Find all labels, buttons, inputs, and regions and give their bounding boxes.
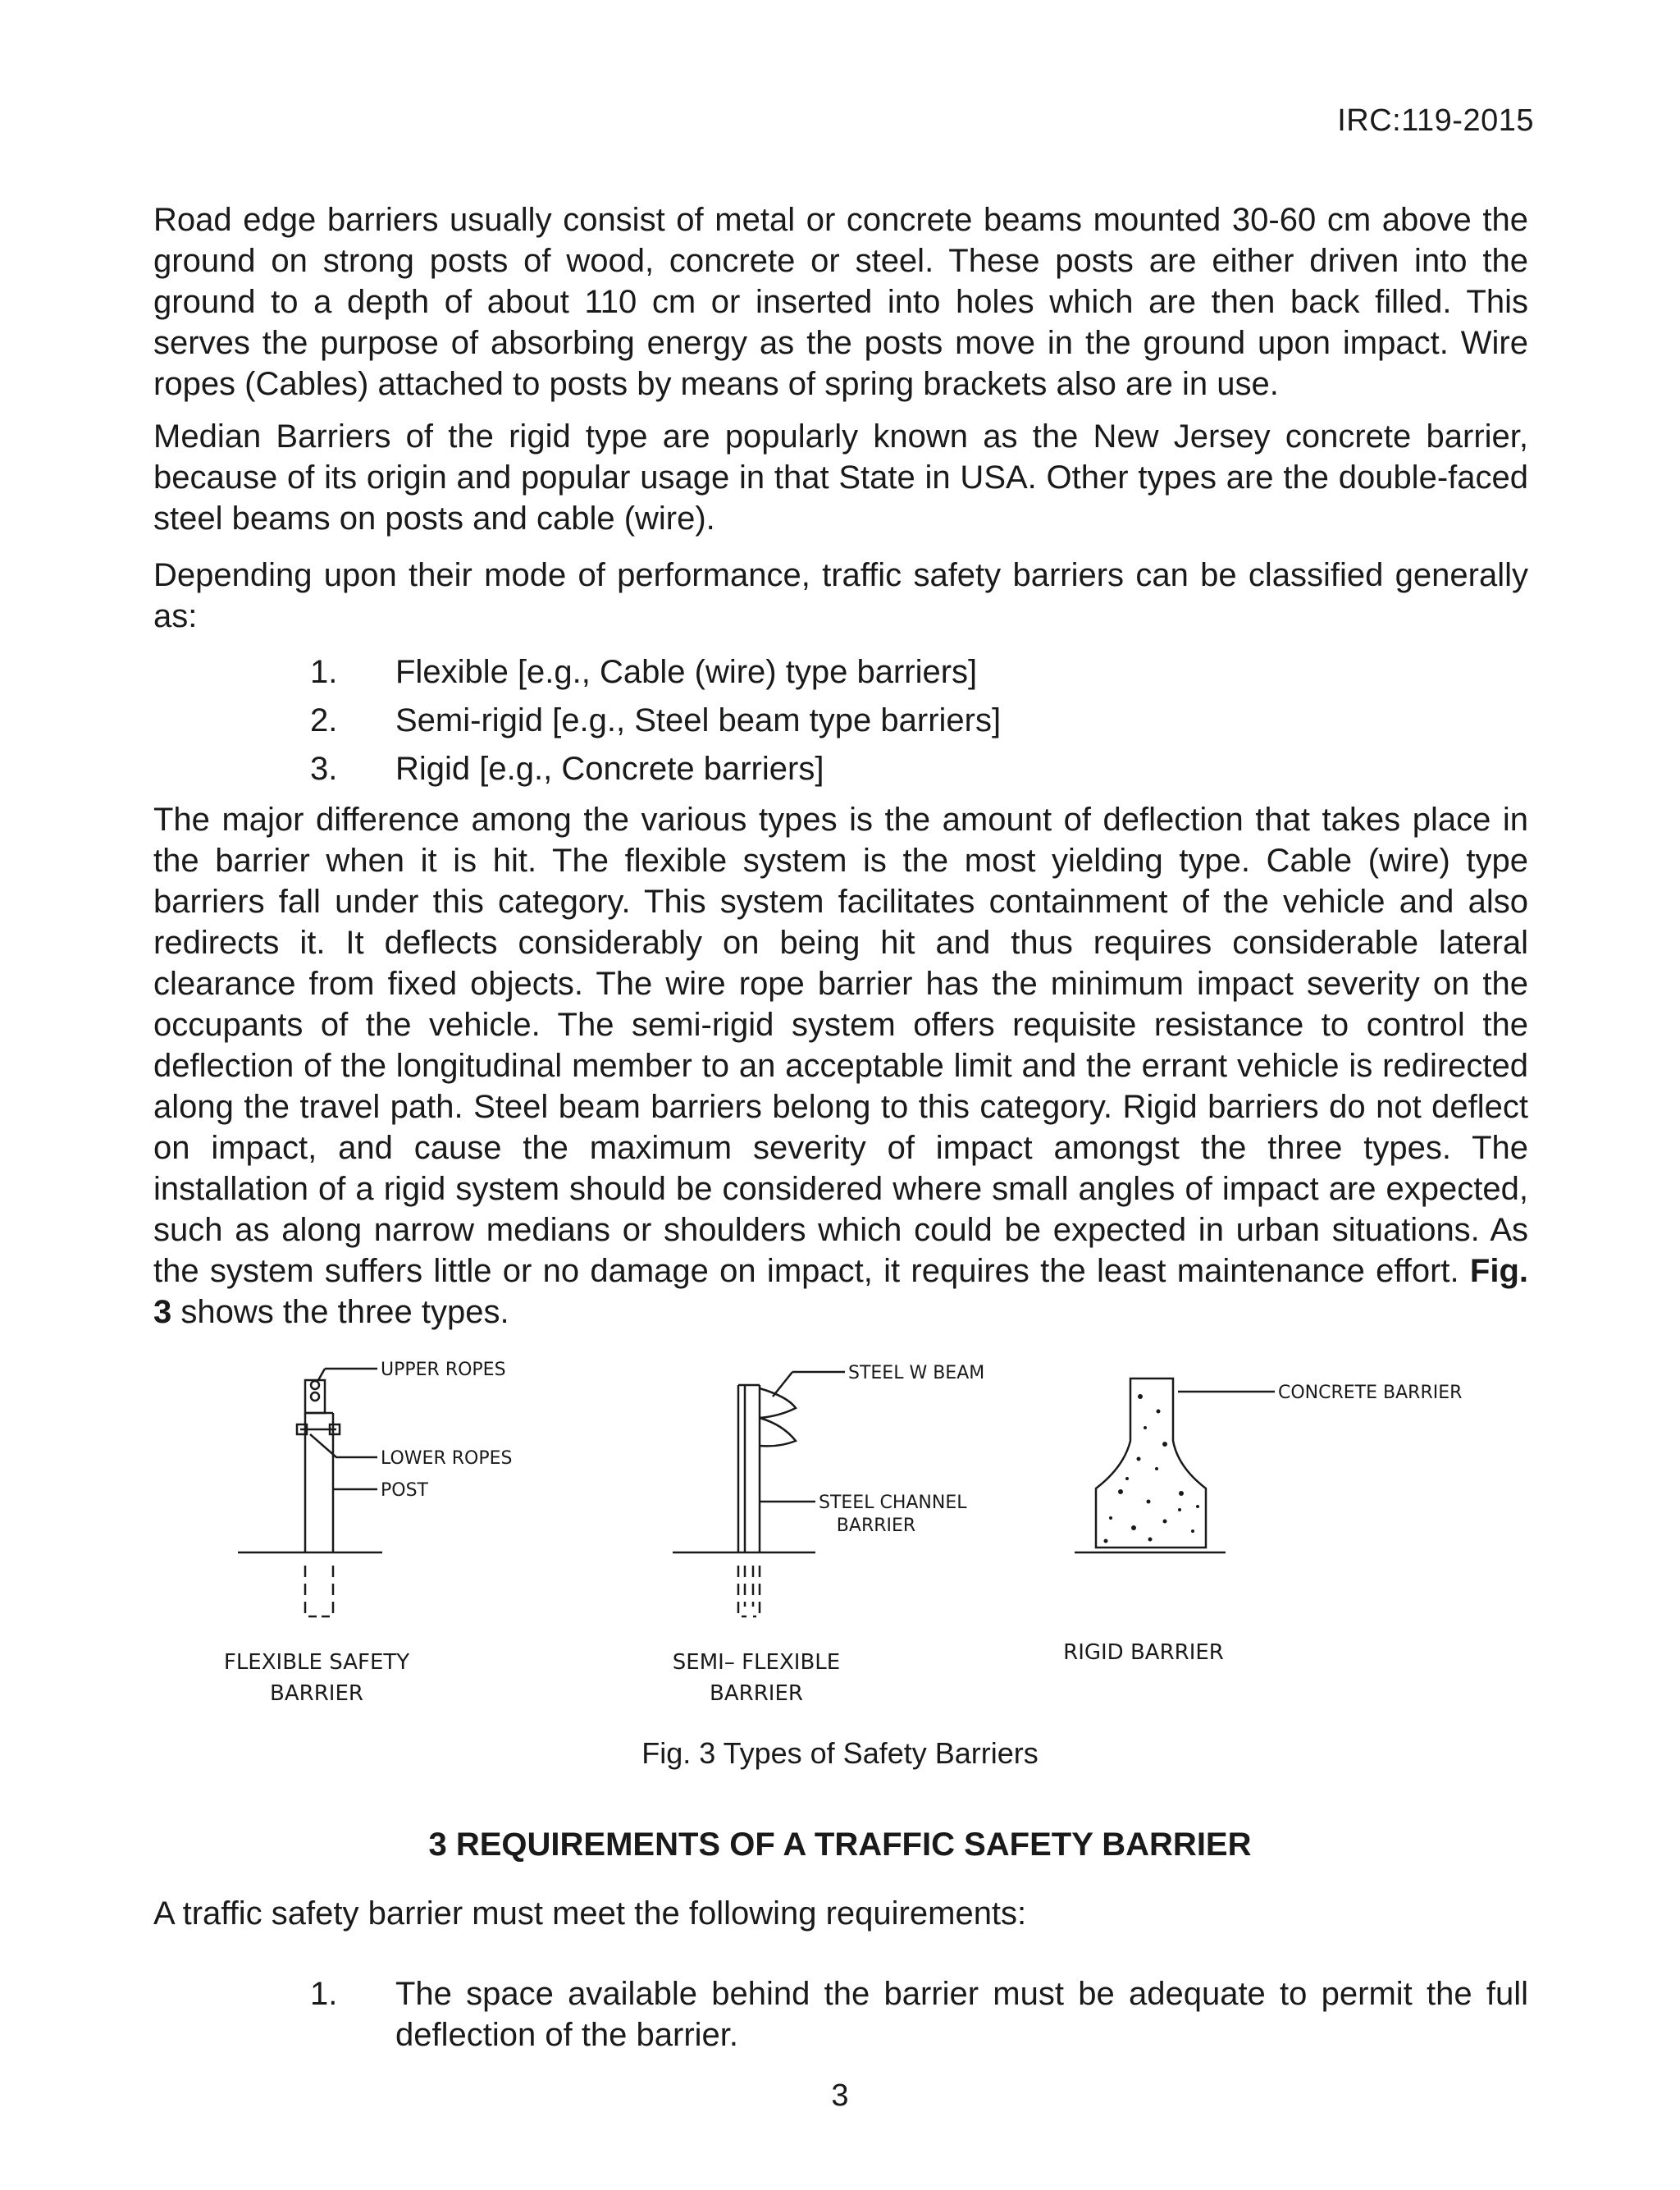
barrier-classification-list <box>310 648 1001 793</box>
label-steel-channel-1: STEEL CHANNEL <box>819 1493 967 1513</box>
label-flexible-title-2: BARRIER <box>270 1681 363 1706</box>
leader-line <box>310 1434 377 1457</box>
paragraph-median-barriers: Median Barriers of the rigid type are popularly known as the New Jersey concrete barrier, because of its origin and popular usage in that State in USA. Other types are the double-faced steel beams on posts and cable (wire). <box>153 418 1528 537</box>
list-item-number: 1. <box>310 654 338 690</box>
list-item-text: Flexible [e.g., Cable (wire) type barriers] <box>395 654 978 690</box>
label-steel-channel-2: BARRIER <box>836 1516 916 1536</box>
concrete-barrier-shape <box>1096 1378 1206 1548</box>
list-item-number: 2. <box>310 702 338 738</box>
paragraph-body: The major difference among the various types is the amount of deflection that takes place in the barrier when it is hit. The flexible system is the most yielding type. Cable (wire) type barriers fall under this category. This system facilitates containment of the vehicle and also redirects it. It deflects considerably on being hit and thus requires considerable lateral clearance from fixed objects. The wire rope barrier has the minimum impact severity on the occupants of the vehicle. The semi-rigid system offers requisite resistance to control the deflection of the longitudinal member to an acceptable limit and the errant vehicle is redirected along the travel path. Steel beam barriers belong to this category. Rigid barriers do not deflect on impact, and cause the maximum severity of impact amongst the three types. The installation of a rigid system should be considered where small angles of impact are expected, such as along narrow medians or shoulders which could be expected in urban situations. As the system suffers little or no damage on impact, it requires the least maintenance effort. <box>153 802 1528 1289</box>
requirements-list <box>310 1973 1528 2055</box>
steel-w-beam <box>760 1388 796 1446</box>
list-item-text: Semi-rigid [e.g., Steel beam type barriers] <box>395 702 1002 738</box>
list-item <box>310 745 1001 793</box>
page-number: 3 <box>831 2078 849 2113</box>
upper-rope <box>311 1381 319 1389</box>
leader-line <box>318 1369 325 1380</box>
label-rigid-title: RIGID BARRIER <box>1063 1640 1224 1665</box>
list-item <box>310 697 1001 745</box>
label-upper-ropes: UPPER ROPES <box>381 1360 506 1380</box>
label-flexible-title-1: FLEXIBLE SAFETY <box>223 1650 410 1675</box>
upper-rope <box>311 1392 319 1401</box>
label-semi-flexible-title-1: SEMI– FLEXIBLE <box>672 1650 841 1675</box>
post-embedment <box>305 1566 333 1616</box>
paragraph-barrier-differences <box>153 799 1528 1333</box>
leader-line <box>773 1372 792 1397</box>
safety-barrier-types-figure <box>221 1346 1501 1707</box>
label-concrete-barrier: CONCRETE BARRIER <box>1278 1383 1463 1403</box>
label-post: POST <box>381 1480 428 1501</box>
label-steel-w-beam: STEEL W BEAM <box>848 1363 985 1383</box>
flexible-post-top <box>305 1380 325 1413</box>
section-heading: 3 REQUIREMENTS OF A TRAFFIC SAFETY BARRIER <box>428 1827 1252 1863</box>
list-item-text: Rigid [e.g., Concrete barriers] <box>395 751 824 787</box>
paragraph-tail: shows the three types. <box>180 1294 509 1330</box>
list-item-number: 3. <box>310 751 338 787</box>
document-code: IRC:119-2015 <box>1337 103 1534 138</box>
list-item-text: The space available behind the barrier must be adequate to permit the full deflection of the barrier. <box>395 1976 1528 2053</box>
paragraph-requirements-intro: A traffic safety barrier must meet the following requirements: <box>153 1895 1027 1932</box>
label-semi-flexible-title-2: BARRIER <box>710 1681 803 1706</box>
channel-embedment <box>738 1566 760 1616</box>
label-lower-ropes: LOWER ROPES <box>381 1448 513 1469</box>
list-item <box>310 648 1001 697</box>
figure-caption: Fig. 3 Types of Safety Barriers <box>641 1736 1039 1770</box>
paragraph-road-edge-barriers: Road edge barriers usually consist of metal or concrete beams mounted 30-60 cm above the ground on strong posts of wood, concrete or steel. These posts are either driven into the ground to a depth of about 110 cm or inserted into holes which are then back filled. This serves the purpose of absorbing energy as the posts move in the ground upon impact. Wire ropes (Cables) attached to posts by means of spring brackets also are in use. <box>153 202 1528 402</box>
figure-reference: Fig. 3 <box>153 1253 1528 1330</box>
list-item-number: 1. <box>310 1976 338 2012</box>
list-item <box>310 1973 1528 2055</box>
paragraph-classification-intro: Depending upon their mode of performance, traffic safety barriers can be classified generally as: <box>153 557 1528 634</box>
